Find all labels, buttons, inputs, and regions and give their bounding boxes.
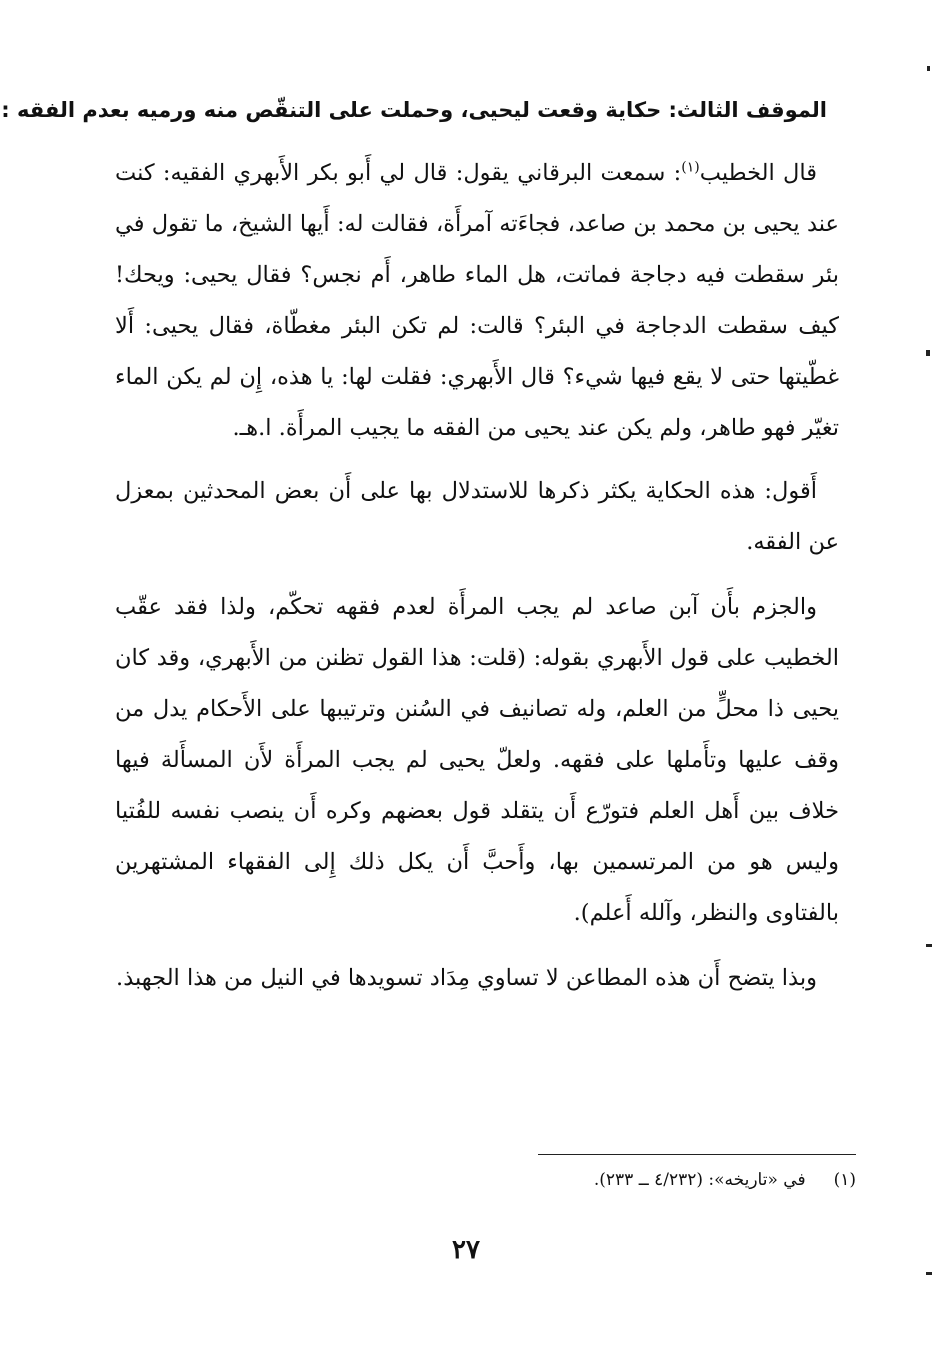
paragraph-conclusion: وبذا يتضح أَن هذه المطاعن لا تساوي مِدَاد تسويدها في النيل من هذا الجهبذ. — [116, 965, 817, 991]
paragraph-comment: أَقول: هذه الحكاية يكثر ذكرها للاستدلال بها على أَن بعض المحدثين بمعزل عن الفقه. — [115, 478, 839, 555]
scan-edge-mark — [926, 944, 932, 947]
paragraph-argument: والجزم بأَن آبن صاعد لم يجب المرأَة لعدم فقهه تحكّم، ولذا فقد عقّب الخطيب على قول الأَبهري بقوله: (قلت: هذا القول تظنن من الأَبهري، وقد كان يحيى ذا محلٍّ من العلم، وله تصانيف في السُنن وترتيبها على الأَحكام يدل من وقف عليها وتأَملها على فقهه. ولعلّ يحيى لم يجب المرأَة لأَن المسأَلة فيها خلاف بين أَهل العلم فتورّع أَن يتقلد قول بعضهم وكره أَن ينصب نفسه للفُتيا وليس هو من المرتسمين بها، وأَحبَّ أَن يكل ذلك إِلى الفقهاء المشتهرين بالفتاوى والنظر، وآلله أَعلم). — [115, 594, 839, 926]
footnote-text: في «تاريخه»: (٤/٢٣٢ ــ ٢٣٣). — [593, 1170, 806, 1190]
footnote-reference[interactable]: (١) — [681, 159, 700, 176]
scan-edge-mark — [926, 1272, 932, 1275]
page-number: ٢٧ — [452, 1235, 480, 1265]
section-heading: الموقف الثالث: حكاية وقعت ليحيى، وحملت على التنقّص منه ورميه بعدم الفقه : — [1, 98, 827, 122]
narration-lead: قال الخطيب — [699, 160, 817, 186]
footnote-number: (١) — [833, 1170, 856, 1190]
main-text — [115, 148, 839, 1016]
footnote — [356, 1166, 856, 1194]
footnote-divider — [538, 1154, 856, 1155]
scan-edge-mark — [927, 66, 930, 71]
scan-edge-mark — [926, 350, 930, 356]
narration-text: : سمعت البرقاني يقول: قال لي أَبو بكر الأَبهري الفقيه: كنت عند يحيى بن محمد بن صاعد، فجاءَته آمرأَة، فقالت له: أَيها الشيخ، ما تقول في بئر سقطت فيه دجاجة فماتت، هل الماء طاهر، أَم نجس؟ فقال يحيى: ويحك! كيف سقطت الدجاجة في البئر؟ قالت: لم تكن البئر مغطّاة، فقال يحيى: أَلا غطّيتها حتى لا يقع فيها شيء؟ قال الأَبهري: فقلت لها: يا هذه، إِن لم يكن الماء تغيّر فهو طاهر، ولم يكن عند يحيى من الفقه ما يجيب المرأَة. ا.هـ. — [115, 160, 839, 441]
paragraph-narration — [115, 148, 839, 454]
